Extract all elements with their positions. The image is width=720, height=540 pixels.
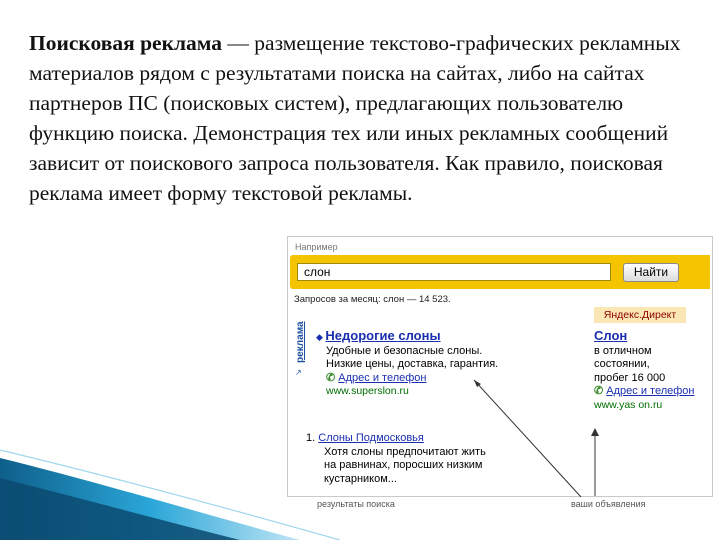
result-title[interactable]: Слоны Подмосковья — [318, 432, 424, 444]
ad-side-label[interactable]: реклама — [295, 321, 306, 363]
term-bold: Поисковая реклама — [29, 31, 223, 55]
decorative-wave — [0, 440, 720, 540]
result-line: Хотя слоны предпочитают жить — [324, 445, 486, 458]
ad-title[interactable]: Недорогие слоны — [325, 328, 441, 343]
example-caption: Например — [295, 242, 338, 252]
result-line: кустарником... — [324, 472, 397, 485]
definition-text: — размещение текстово-графических рекламных материалов рядом с результатами поиска на сайтах, либо на сайтах партнеров ПС (поисковых систем), предлагающих пользователю функцию поиска. Демонстрация тех или иных рекламных сообщений зависит от поискового запроса пользователя. Как правило, поисковая реклама имеет форму текстовой рекламы. — [29, 31, 681, 205]
label-search-results: результаты поиска — [317, 499, 395, 509]
ad-address-link[interactable]: Адрес и телефон — [606, 385, 695, 397]
ad-line: состоянии, — [594, 358, 650, 370]
ad-line: Низкие цены, доставка, гарантия. — [326, 358, 499, 370]
yandex-direct-badge[interactable]: Яндекс.Директ — [594, 307, 686, 323]
phone-icon: ✆ — [594, 385, 604, 397]
phone-icon: ✆ — [326, 371, 336, 384]
search-input[interactable]: слон — [297, 263, 611, 281]
result-line: на равнинах, поросших низким — [324, 459, 483, 471]
label-your-ads: ваши объявления — [571, 499, 646, 509]
query-stats: Запросов за месяц: слон — 14 523. — [294, 294, 451, 305]
arrow-head-right — [591, 428, 599, 436]
external-link-icon[interactable]: ↗ — [295, 368, 302, 377]
ad-url[interactable]: www.superslon.ru — [326, 385, 409, 397]
result-number: 1. — [306, 432, 316, 444]
ad-url[interactable]: www.yas on.ru — [594, 398, 663, 411]
search-button[interactable]: Найти — [623, 263, 679, 282]
ad-title[interactable]: Слон — [594, 328, 628, 343]
ad-address-link[interactable]: Адрес и телефон — [338, 371, 427, 384]
bullet-icon: ◆ — [316, 332, 326, 342]
ad-line: в отличном — [594, 344, 652, 357]
ad-line: Удобные и безопасные слоны. — [326, 344, 483, 357]
ad-line: пробег 16 000 — [594, 371, 666, 384]
